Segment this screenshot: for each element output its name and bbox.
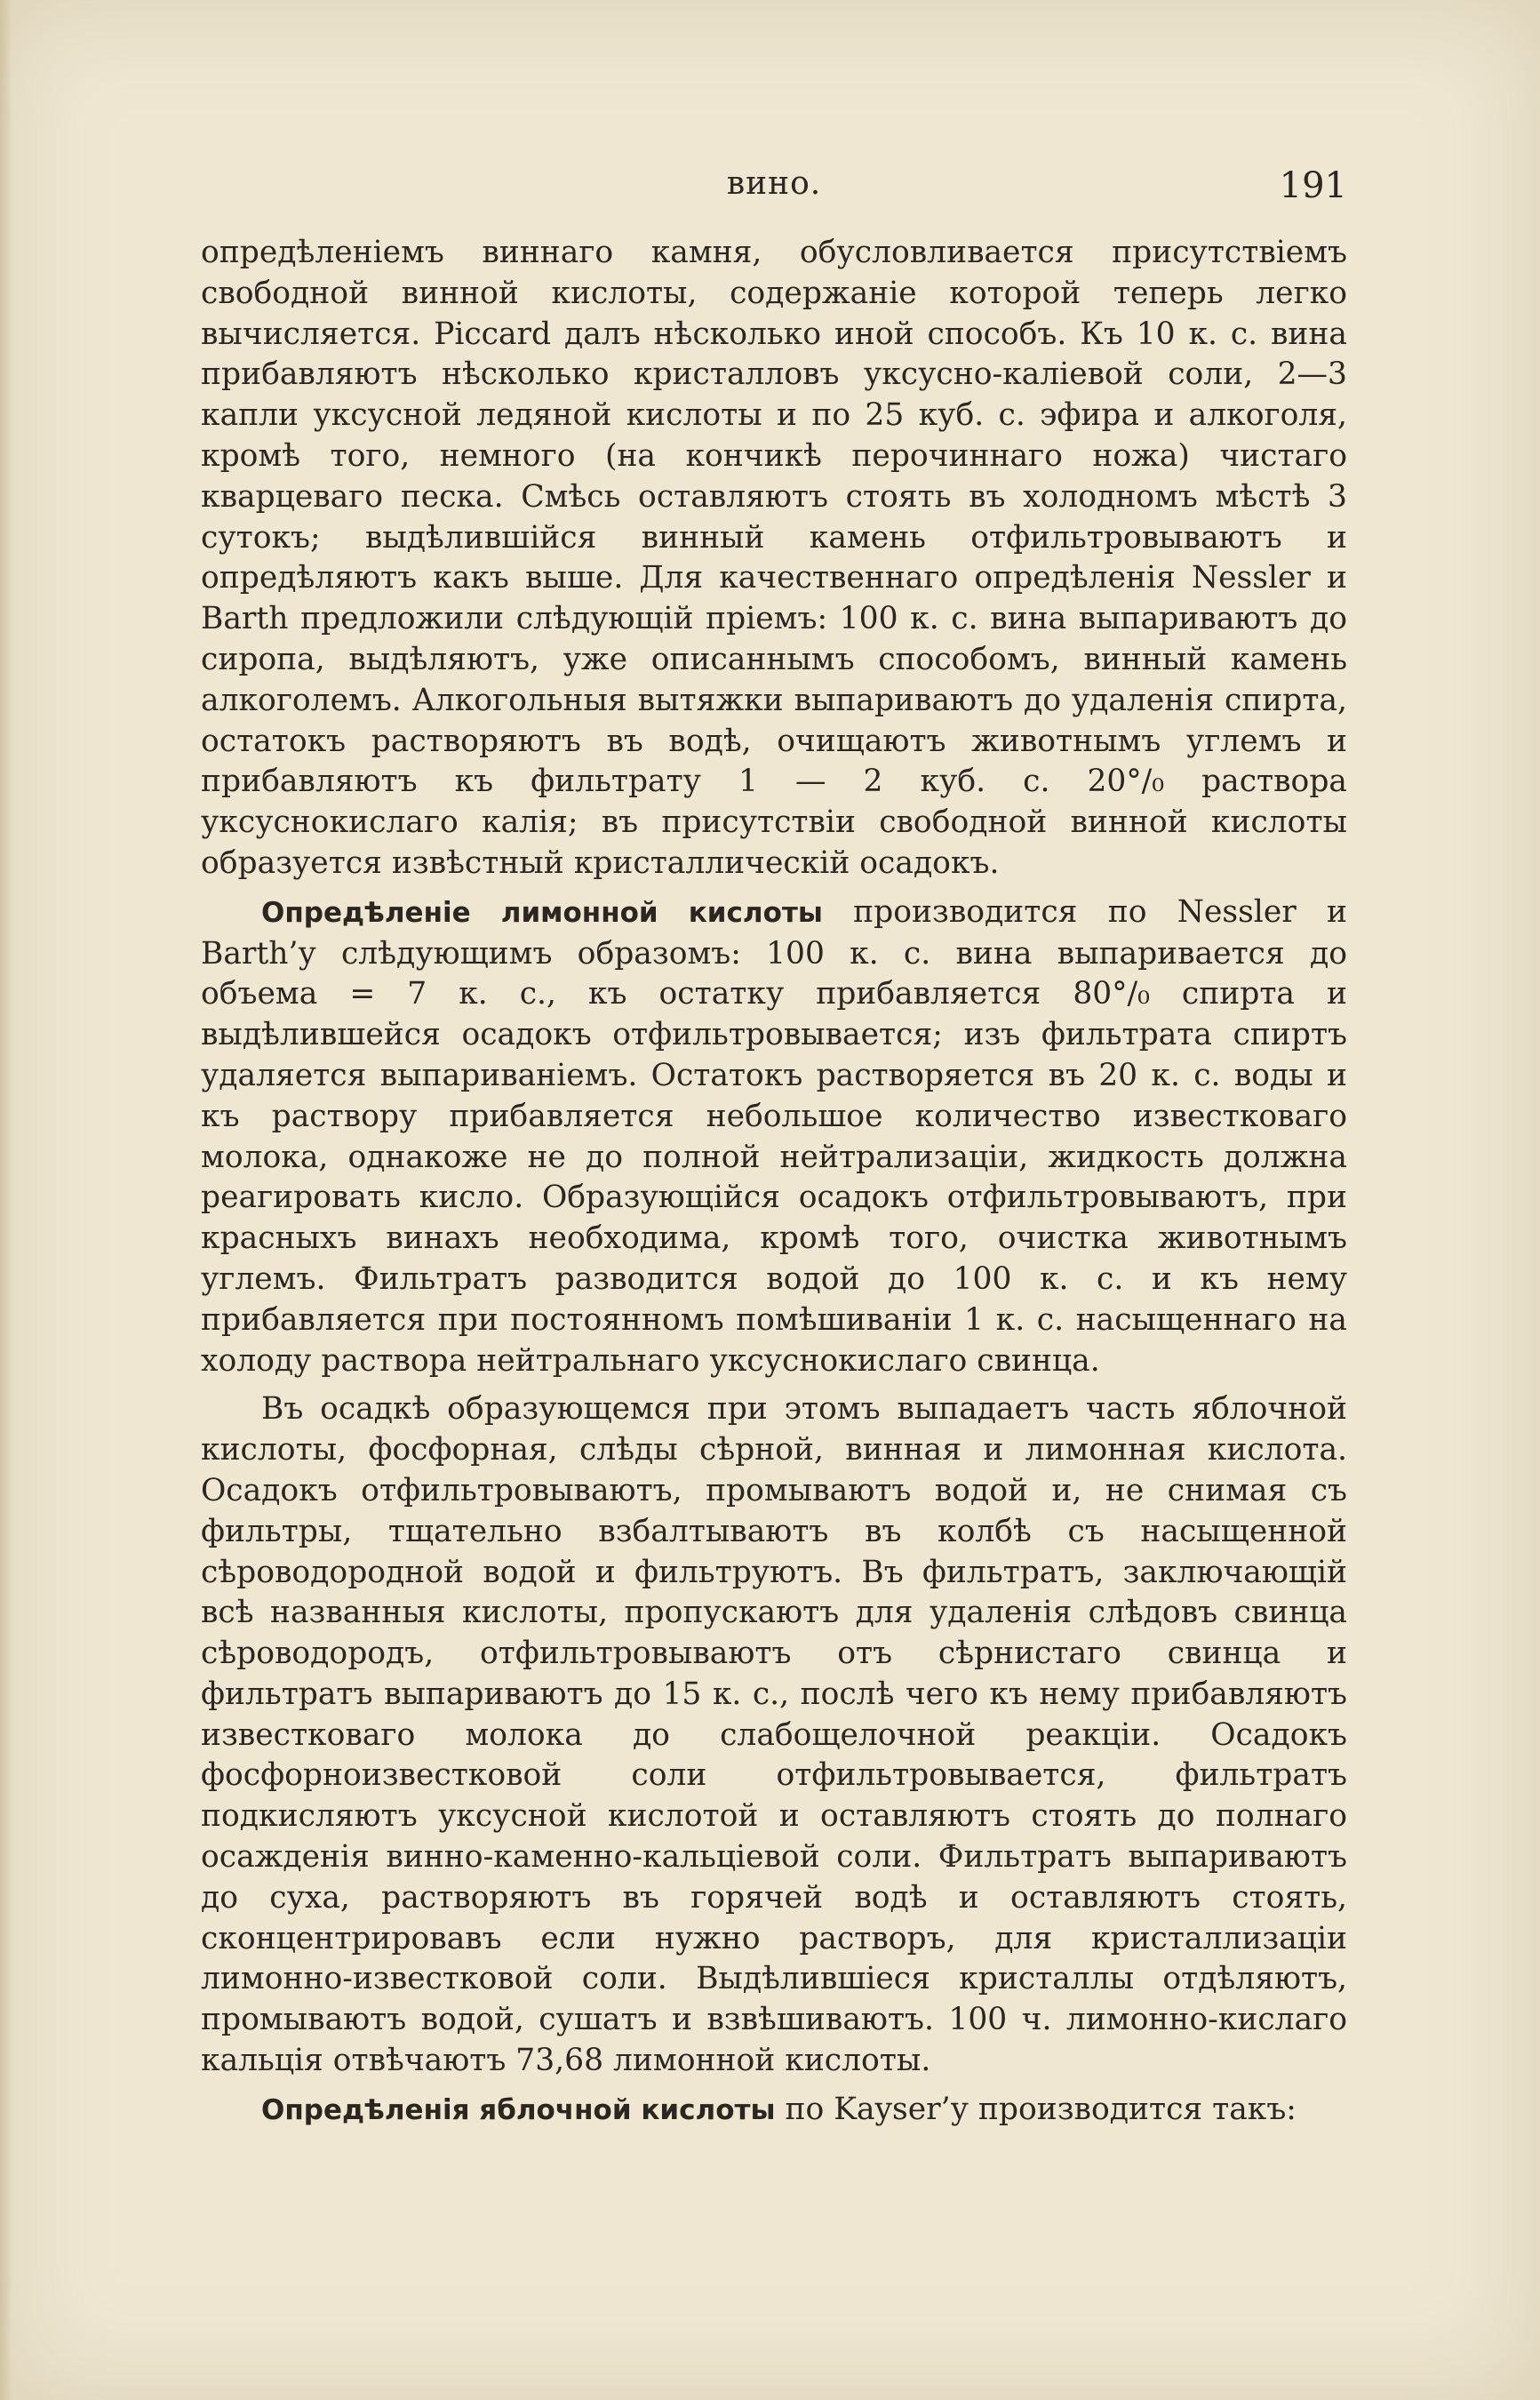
section-heading: Опредѣленія яблочной кислоты	[261, 2093, 776, 2126]
page-number: 191	[1279, 165, 1347, 206]
running-title: вино.	[726, 165, 822, 202]
running-header	[201, 165, 1347, 210]
paragraph	[201, 233, 1347, 884]
paragraph-text: Въ осадкѣ образующемся при этомъ выпадаетъ часть яблочной кислоты, фосфорная, слѣды сѣрной, винная и лимонная кислота. Осадокъ отфильтровываютъ, промываютъ водой и, не снимая съ фильтры, тщательно взбалтываютъ въ колбѣ съ насыщенной сѣроводородной водой и фильтруютъ. Въ фильтратъ, заключающій всѣ названныя кислоты, пропускаютъ для удаленія слѣдовъ свинца сѣроводородъ, отфильтровываютъ отъ сѣрнистаго свинца и фильтратъ выпариваютъ до 15 к. с., послѣ чего къ нему прибавляютъ известковаго молока до слабощелочной реакціи. Осадокъ фосфорноизвестковой соли отфильтровывается, фильтратъ подкисляютъ уксусной кислотой и оставляютъ стоять до полнаго осажденія винно-каменно-кальціевой соли. Фильтратъ выпариваютъ до суха, растворяютъ въ горячей водѣ и оставляютъ стоять, сконцентрировавъ если нужно растворъ, для кристаллизаціи лимонно-известковой соли. Выдѣлившіеся кристаллы отдѣляютъ, промываютъ водой, сушатъ и взвѣшиваютъ. 100 ч. лимонно-кислаго кальція отвѣчаютъ 73,68 лимонной кислоты.	[201, 1391, 1347, 2079]
paragraph	[201, 1389, 1347, 2082]
paragraph-text: опредѣленіемъ виннаго камня, обусловливается присутствіемъ свободной винной кислоты, содержаніе которой теперь легко вычисляется. Piccard далъ нѣсколько иной способъ. Къ 10 к. с. вина прибавляютъ нѣсколько кристалловъ уксусно-каліевой соли, 2—3 капли уксусной ледяной кислоты и по 25 куб. с. эфира и алкоголя, кромѣ того, немного (на кончикѣ перочиннаго ножа) чистаго кварцеваго песка. Смѣсь оставляютъ стоять въ холодномъ мѣстѣ 3 сутокъ; выдѣлившійся винный камень отфильтровываютъ и опредѣляютъ какъ выше. Для качественнаго опредѣленія Nessler и Barth предложили слѣдующій пріемъ: 100 к. с. вина выпариваютъ до сиропа, выдѣляютъ, уже описаннымъ способомъ, винный камень алкоголемъ. Алкогольныя вытяжки выпариваютъ до удаленія спирта, остатокъ растворяютъ въ водѣ, очищаютъ животнымъ углемъ и прибавляютъ къ фильтрату 1 — 2 куб. с. 20°/₀ раствора уксуснокислаго калія; въ присутствіи свободной винной кислоты образуется извѣстный кристаллическій осадокъ.	[201, 235, 1347, 881]
paragraph	[201, 892, 1347, 1382]
body-text	[201, 233, 1347, 2132]
paragraph	[201, 2090, 1347, 2132]
paragraph-text: производится по Nessler и Barth’у слѣдующимъ образомъ: 100 к. с. вина выпаривается до объема = 7 к. с., къ остатку прибавляется 80°/₀ спирта и выдѣлившейся осадокъ отфильтровывается; изъ фильтрата спиртъ удаляется выпариваніемъ. Остатокъ растворяется въ 20 к. с. воды и къ раствору прибавляется небольшое количество известковаго молока, однакоже не до полной нейтрализаціи, жидкость должна реагировать кисло. Образующійся осадокъ отфильтровываютъ, при красныхъ винахъ необходима, кромѣ того, очистка животнымъ углемъ. Фильтратъ разводится водой до 100 к. с. и къ нему прибавляется при постоянномъ помѣшиваніи 1 к. с. насыщеннаго на холоду раствора нейтральнаго уксуснокислаго свинца.	[201, 893, 1347, 1379]
section-heading: Опредѣленіе лимонной кислоты	[261, 896, 823, 929]
paragraph-text: по Kayser’у производится такъ:	[775, 2091, 1297, 2127]
